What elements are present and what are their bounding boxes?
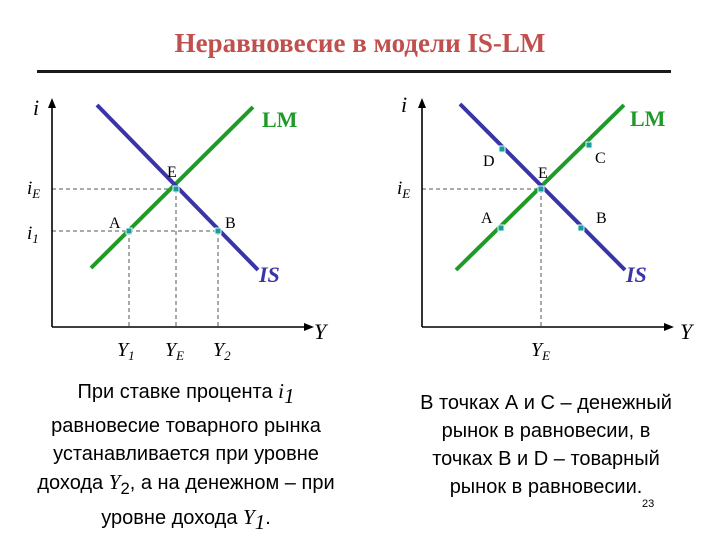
right-point-A (498, 225, 504, 231)
right-x-axis-label: Y (680, 319, 693, 344)
left-lm-label: LM (262, 107, 298, 132)
left-guides (52, 189, 218, 327)
left-caption-line-3: устанавливается при уровне (53, 443, 319, 465)
left-caption (16, 377, 356, 538)
left-tick-YE: $Y_E$ (165, 339, 185, 363)
slide-title: Неравновесие в модели IS-LM (174, 28, 546, 58)
left-point-B-label: B (225, 215, 236, 232)
right-point-E (538, 186, 544, 192)
right-caption-line-2: рынок в равновесии, в (441, 420, 651, 442)
left-is-label: IS (259, 262, 280, 287)
left-tick-Y1: $Y_1$ (117, 339, 135, 363)
left-lm-curve (91, 107, 253, 268)
left-point-E (173, 186, 179, 192)
left-x-axis-label: Y (314, 319, 327, 344)
left-y-arrow (48, 98, 56, 108)
right-tick-YE: $Y_E$ (531, 339, 551, 363)
right-caption (393, 389, 699, 501)
right-point-B-label: B (596, 210, 607, 227)
right-point-D-label: D (483, 153, 495, 170)
left-caption-line-4: дохода $Y_2$, а на денежном – при (37, 470, 335, 498)
left-x-arrow (304, 323, 314, 331)
right-caption-line-1: В точках А и С – денежный (420, 392, 672, 414)
right-point-D (499, 146, 505, 152)
left-tick-Y2: $Y_2$ (213, 339, 231, 363)
left-caption-line-1: При ставке процента $i_1$ (77, 379, 295, 408)
right-caption-line-4: рынок в равновесии. (449, 476, 643, 498)
left-axes (52, 106, 307, 327)
right-y-axis-label: i (401, 92, 408, 117)
right-lm-label: LM (630, 106, 666, 131)
right-point-C (586, 142, 592, 148)
left-point-B (215, 228, 221, 234)
right-x-arrow (664, 323, 674, 331)
left-point-A (126, 228, 132, 234)
right-point-B (578, 225, 584, 231)
right-axes (422, 106, 667, 327)
right-point-A-label: A (481, 210, 493, 227)
left-y-axis-label: i (33, 95, 40, 120)
left-point-A-label: A (109, 215, 121, 232)
right-is-label: IS (626, 262, 647, 287)
right-y-arrow (418, 98, 426, 108)
right-caption-line-3: точках В и D – товарный (432, 448, 660, 470)
left-tick-iE: $i_E$ (27, 178, 41, 201)
right-point-E-label: E (538, 165, 548, 182)
slide-number: 23 (642, 498, 655, 510)
left-tick-i1: $i_1$ (27, 223, 39, 246)
right-tick-iE: $i_E$ (397, 178, 411, 201)
left-point-E-label: E (167, 164, 177, 181)
left-caption-line-5: уровне дохода $Y_1$. (101, 505, 271, 534)
left-caption-line-2: равновесие товарного рынка (51, 415, 321, 437)
right-point-C-label: C (595, 150, 606, 167)
